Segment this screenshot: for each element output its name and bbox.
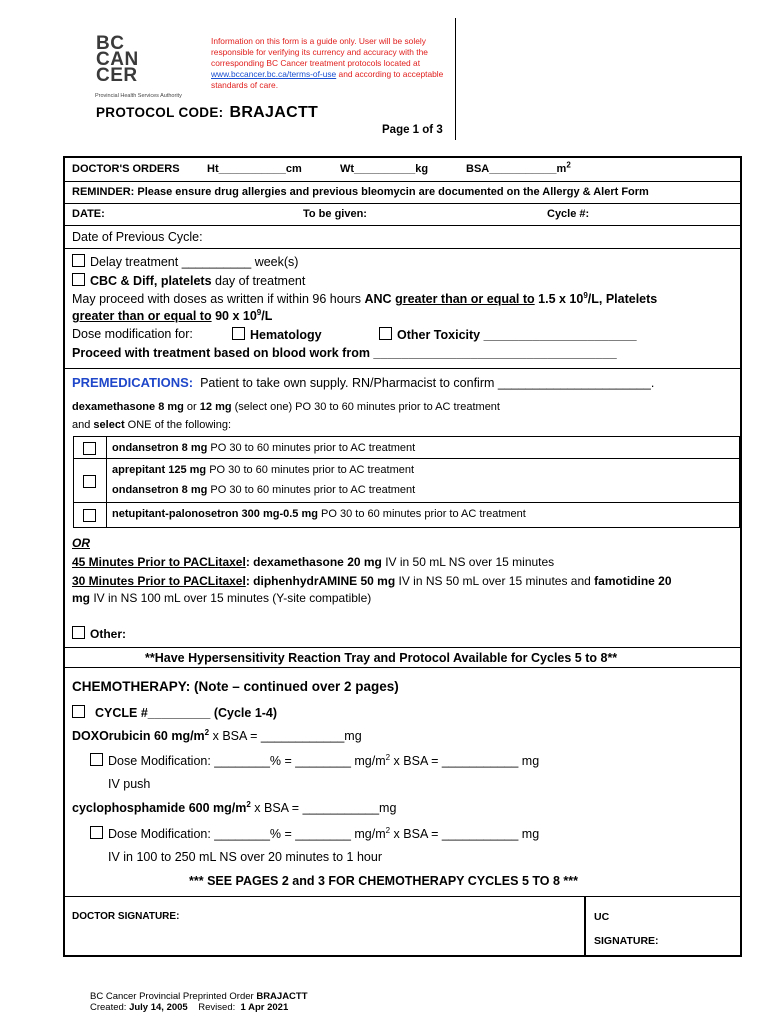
hematology-checkbox[interactable] <box>232 327 245 340</box>
footer-title: BC Cancer Provincial Preprinted Order <box>90 991 257 1002</box>
anc-value: 1.5 x 10 <box>534 292 584 306</box>
cyclo-dose-mod-checkbox[interactable] <box>90 826 103 839</box>
doctors-orders-label: DOCTOR'S ORDERS <box>72 163 180 175</box>
select-bold: select <box>93 419 125 431</box>
doxo-dose-mod-option[interactable] <box>90 753 539 768</box>
select-one-line <box>72 419 231 431</box>
anc-label: ANC <box>364 292 396 306</box>
platelets-label: /L, Platelets <box>587 292 658 306</box>
created-label: Created: <box>90 1002 130 1013</box>
treatment-row <box>65 249 740 369</box>
colon: : <box>245 555 254 569</box>
footer <box>90 991 308 1013</box>
select-rest: ONE of the following: <box>124 419 232 431</box>
dose-mod-for-label: Dose modification for: <box>72 327 193 341</box>
doxo-sup: 2 <box>204 727 210 737</box>
drug-45: dexamethasone 20 mg <box>253 555 382 569</box>
uc-signature-field[interactable]: SIGNATURE: <box>594 935 659 947</box>
logo-line: CAN <box>96 49 139 70</box>
other-toxicity-label: Other Toxicity ______________________ <box>397 328 637 342</box>
cycle-number-field[interactable]: Cycle #: <box>547 208 590 220</box>
cycle-checkbox[interactable] <box>72 705 85 718</box>
platelet-unit: /L <box>261 309 273 323</box>
doctor-signature-field[interactable]: DOCTOR SIGNATURE: <box>72 911 180 922</box>
header-divider <box>455 18 456 140</box>
cyclophosphamide-line <box>72 801 396 815</box>
other-toxicity-checkbox[interactable] <box>379 327 392 340</box>
cyclo-dose-mod-option[interactable] <box>90 826 539 841</box>
terms-link[interactable]: www.bccancer.bc.ca/terms-of-use <box>211 69 337 79</box>
dose-mod-text: Dose Modification: ________% = ________ mg/m <box>108 827 386 841</box>
protocol-code <box>96 104 318 122</box>
created-date: July 14, 2005 <box>129 1002 188 1013</box>
gte-text: greater than or equal to <box>395 292 535 306</box>
famotidine-unit: mg <box>72 591 90 605</box>
premeds-intro: Patient to take own supply. RN/Pharmacist to confirm ______________________. <box>200 376 655 390</box>
date-field[interactable]: DATE: <box>72 208 105 220</box>
chemotherapy-row <box>65 668 740 897</box>
date-previous-cycle-field[interactable]: Date of Previous Cycle: <box>72 230 203 244</box>
or-separator: OR <box>72 536 90 550</box>
admin-30: IV in NS 50 mL over 15 minutes and <box>395 574 595 588</box>
drug-30: diphenhydrAMINE 50 mg <box>253 574 396 588</box>
hematology-option[interactable] <box>232 327 322 342</box>
hematology-label: Hematology <box>250 328 322 342</box>
anc-sup: 9 <box>583 290 588 300</box>
platelet-sup: 9 <box>256 307 262 317</box>
admin-45: IV in 50 mL NS over 15 minutes <box>381 555 555 569</box>
option-text <box>112 508 526 520</box>
other-toxicity-option[interactable] <box>379 327 637 342</box>
proceed-line-1 <box>72 292 657 306</box>
option-checkbox[interactable] <box>83 509 96 522</box>
chemo-title: CHEMOTHERAPY: (Note – continued over 2 pages) <box>72 679 399 694</box>
hypersensitivity-text: **Have Hypersensitivity Reaction Tray and Protocol Available for Cycles 5 to 8** <box>145 651 618 665</box>
proceed-line-2 <box>72 309 272 323</box>
dose-mod-sup: 2 <box>385 825 391 835</box>
timing-45: 45 Minutes Prior to PACLitaxel <box>72 555 246 569</box>
reminder-row <box>65 182 740 204</box>
famotidine-admin: IV in NS 100 mL over 15 minutes (Y-site compatible) <box>90 591 372 605</box>
option-text <box>112 442 415 454</box>
option-drug-2: ondansetron 8 mg <box>112 484 208 496</box>
gte-text-2: greater than or equal to <box>72 309 212 323</box>
select-pre: and <box>72 419 94 431</box>
delay-treatment-option[interactable] <box>72 254 298 269</box>
see-pages-note: *** SEE PAGES 2 and 3 FOR CHEMOTHERAPY CYCLES 5 TO 8 *** <box>189 874 578 888</box>
logo-subtitle: Provincial Health Services Authority <box>95 93 182 99</box>
footer-code: BRAJACTT <box>256 991 308 1002</box>
cbc-option[interactable] <box>72 273 305 288</box>
cbc-bold: CBC & Diff, platelets <box>90 274 212 288</box>
page-number: Page 1 of 3 <box>382 124 443 136</box>
paclitaxel-30-line <box>72 574 672 588</box>
dose-mod-bsa: x BSA = ___________ mg <box>390 754 540 768</box>
cycle-option[interactable] <box>72 705 277 720</box>
premedications-row <box>65 369 740 648</box>
platelet-value: 90 x 10 <box>211 309 257 323</box>
footer-line-1 <box>90 991 308 1002</box>
notice-text-end: and according to acceptable standards of care. <box>211 69 444 90</box>
checkbox-cell <box>74 503 107 527</box>
footer-line-2 <box>90 1002 308 1013</box>
option-text-2 <box>112 484 415 496</box>
height-field[interactable]: Ht___________cm <box>207 163 302 175</box>
other-label: Other: <box>90 627 126 641</box>
doxo-dose: DOXOrubicin 60 mg/m <box>72 729 205 743</box>
premeds-header <box>72 375 654 390</box>
iv-push-text: IV push <box>108 777 151 791</box>
previous-cycle-row <box>65 226 740 249</box>
notice-text: Information on this form is a guide only. User will be solely responsible for verifying its currency and accuracy with the corresponding BC Cancer treatment protocols located at <box>211 36 428 68</box>
bsa-superscript: 2 <box>566 160 571 170</box>
option-drug: netupitant-palonosetron 300 mg-0.5 mg <box>112 508 318 520</box>
doctors-orders-row <box>65 158 740 182</box>
dex-rest: (select one) PO 30 to 60 minutes prior to AC treatment <box>231 401 500 413</box>
cyclo-sup: 2 <box>246 799 251 809</box>
revised-date: 1 Apr 2021 <box>240 1002 289 1013</box>
dose-mod-text: Dose Modification: ________% = ________ mg/m <box>108 754 386 768</box>
revised-label: Revised: <box>198 1002 238 1013</box>
other-premed-option[interactable] <box>72 626 126 641</box>
delay-label: Delay treatment __________ week(s) <box>90 255 299 269</box>
reminder-text: REMINDER: Please ensure drug allergies and previous bleomycin are documented on the Allergy & Alert Form <box>72 186 649 198</box>
bsa-field[interactable] <box>466 160 571 175</box>
option-drug: ondansetron 8 mg <box>112 442 208 454</box>
doxo-bsa: x BSA = ____________mg <box>209 729 362 743</box>
antiemetic-option-row[interactable] <box>74 503 739 527</box>
other-checkbox[interactable] <box>72 626 85 639</box>
hypersensitivity-row <box>65 648 740 668</box>
cbc-checkbox[interactable] <box>72 273 85 286</box>
option-checkbox[interactable] <box>83 442 96 455</box>
colon: : <box>245 574 254 588</box>
cyclo-dose: cyclophosphamide 600 mg/m <box>72 801 247 815</box>
option-checkbox[interactable] <box>83 475 96 488</box>
bsa-label: BSA___________m <box>466 163 567 175</box>
protocol-code-value: BRAJACTT <box>229 104 319 121</box>
weight-field[interactable]: Wt__________kg <box>340 163 429 175</box>
option-rest-2: PO 30 to 60 minutes prior to AC treatment <box>207 484 416 496</box>
antiemetic-option-row[interactable] <box>74 437 739 459</box>
doxorubicin-line <box>72 729 362 743</box>
logo-line: BC <box>96 33 125 54</box>
proceed-bloodwork-field[interactable]: Proceed with treatment based on blood work from ___________________________________ <box>72 346 617 360</box>
doctors-orders-form <box>63 156 742 957</box>
signature-row <box>65 897 740 955</box>
dex-dose-2: 12 mg <box>199 401 232 413</box>
option-rest: PO 30 to 60 minutes prior to AC treatment <box>207 442 416 454</box>
uc-label: UC <box>594 911 610 923</box>
protocol-label: PROTOCOL CODE: <box>96 105 224 120</box>
to-be-given-field[interactable]: To be given: <box>303 208 367 220</box>
option-rest: PO 30 to 60 minutes prior to AC treatment <box>206 464 415 476</box>
dose-mod-sup: 2 <box>385 752 391 762</box>
paclitaxel-30-line-cont <box>72 591 371 605</box>
cyclo-admin-text: IV in 100 to 250 mL NS over 20 minutes to 1 hour <box>108 850 382 864</box>
cbc-rest: day of treatment <box>211 274 306 288</box>
paclitaxel-45-line <box>72 555 554 569</box>
cycle-label: CYCLE #_________ (Cycle 1-4) <box>95 706 278 720</box>
doxo-dose-mod-checkbox[interactable] <box>90 753 103 766</box>
proceed-text: May proceed with doses as written if within 96 hours <box>72 292 365 306</box>
antiemetic-options-table <box>73 436 740 528</box>
cyclo-bsa: x BSA = ___________mg <box>250 801 397 815</box>
logo-line: CER <box>96 65 138 86</box>
signature-divider <box>584 897 586 955</box>
premeds-title: PREMEDICATIONS: <box>72 375 194 390</box>
disclaimer-notice <box>211 36 456 91</box>
famotidine: famotidine 20 <box>594 574 672 588</box>
option-rest: PO 30 to 60 minutes prior to AC treatment <box>317 508 526 520</box>
date-row <box>65 204 740 226</box>
antiemetic-option-row[interactable] <box>74 459 739 503</box>
option-text <box>112 464 414 476</box>
checkbox-cell <box>74 459 107 502</box>
dex-or: or <box>183 401 200 413</box>
delay-checkbox[interactable] <box>72 254 85 267</box>
timing-30: 30 Minutes Prior to PACLitaxel <box>72 574 246 588</box>
checkbox-cell <box>74 437 107 458</box>
bc-cancer-logo <box>96 33 139 86</box>
dexamethasone-line <box>72 401 500 413</box>
option-drug: aprepitant 125 mg <box>112 464 207 476</box>
dose-mod-bsa: x BSA = ___________ mg <box>390 827 540 841</box>
dex-dose-1: dexamethasone 8 mg <box>72 401 184 413</box>
